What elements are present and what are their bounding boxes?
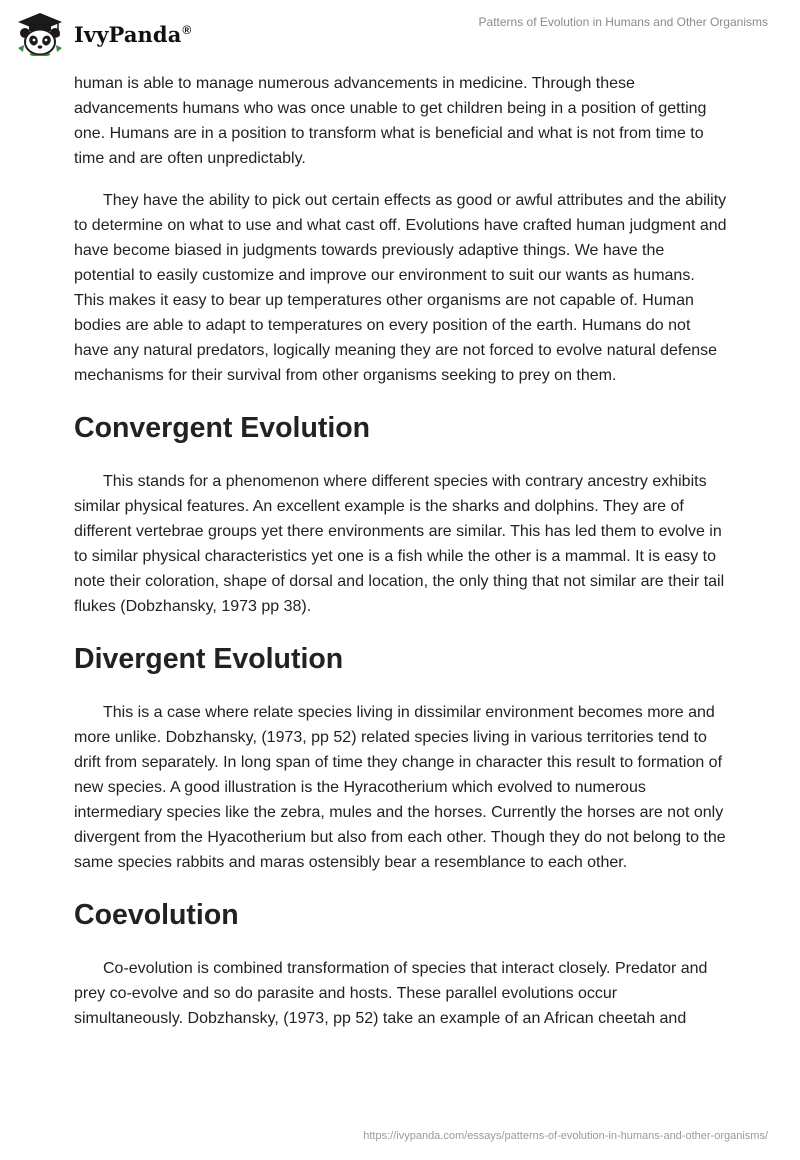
paragraph-intro-1: human is able to manage numerous advancements in medicine. Through these advancements humans who was once unable to get children being in a position of getting one. Humans are in a position to transform what is beneficial and what is not from time to time and are often unpredictably. bbox=[74, 75, 707, 167]
panda-graduate-icon bbox=[16, 12, 64, 56]
essay-content bbox=[74, 71, 728, 1048]
paragraph-coevolution: Co-evolution is combined transformation of species that interact closely. Predator and prey co-evolve and so do parasite and hosts. These parallel evolutions occur simultaneously. Dobzhansky, (1973, pp 52) take an example of an African cheetah and bbox=[74, 960, 708, 1027]
heading-coevolution: Coevolution bbox=[74, 899, 239, 931]
paragraph-divergent-evolution: This is a case where relate species living in dissimilar environment becomes more and more unlike. Dobzhansky, (1973, pp 52) related species living in various territories tend to drift from separately. In long span of time they change in character this result to formation of new species. A good illustration is the Hyracotherium which evolved to numerous intermediary species like the zebra, mules and the horses. Currently the horses are not only divergent from the Hyacotherium but also from each other. Though they do not belong to the same species rabbits and maras ostensibly bear a resemblance to each other. bbox=[74, 704, 726, 871]
paragraph-convergent-evolution: This stands for a phenomenon where different species with contrary ancestry exhibits similar physical features. An excellent example is the sharks and dolphins. They are of different vertebrae groups yet there environments are similar. This has led them to evolve in to similar physical characteristics yet one is a fish while the other is a mammal. It is easy to note their coloration, shape of dorsal and location, the only thing that not similar are their tail flukes (Dobzhansky, 1973 pp 38). bbox=[74, 473, 725, 615]
logo[interactable] bbox=[16, 12, 191, 56]
document-title: Patterns of Evolution in Humans and Other Organisms bbox=[478, 15, 768, 29]
heading-convergent-evolution: Convergent Evolution bbox=[74, 412, 371, 444]
registered-mark: ® bbox=[182, 22, 192, 37]
page-header bbox=[0, 0, 800, 64]
paragraph-intro-2: They have the ability to pick out certain effects as good or awful attributes and the ability to determine on what to use and what cast off. Evolutions have crafted human judgment and have become biased in judgments towards previously adaptive things. We have the potential to easily customize and improve our environment to suit our wants as humans. This makes it easy to bear up temperatures other organisms are not capable of. Human bodies are able to adapt to temperatures on every position of the earth. Humans do not have any natural predators, logically meaning they are not forced to evolve natural defense mechanisms for their survival from other organisms seeking to prey on them. bbox=[74, 192, 727, 384]
heading-divergent-evolution: Divergent Evolution bbox=[74, 643, 344, 675]
logo-text: IvyPanda® bbox=[74, 21, 192, 47]
source-url[interactable]: https://ivypanda.com/essays/patterns-of-evolution-in-humans-and-other-organisms/ bbox=[363, 1130, 768, 1142]
